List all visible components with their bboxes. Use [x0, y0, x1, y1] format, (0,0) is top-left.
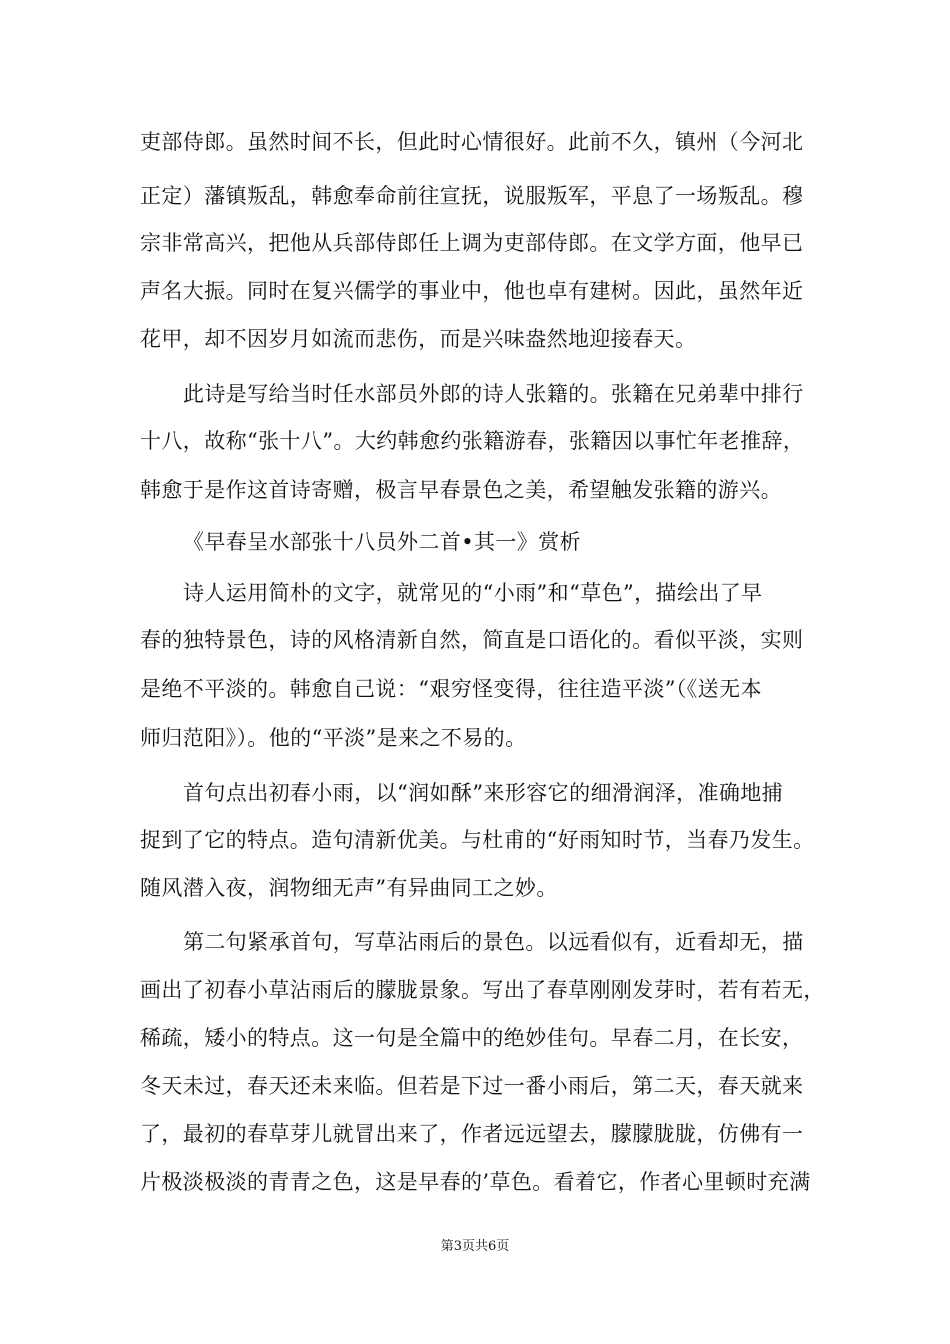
text-line: 声名大振。同时在复兴儒学的事业中，他也卓有建树。因此，虽然年近 [140, 279, 804, 303]
text-line: 画出了初春小草沾雨后的朦胧景象。写出了春草刚刚发芽时，若有若无， [140, 978, 825, 1002]
paragraph-first-line: 首句点出初春小雨，以“润如酥”来形容它的细滑润泽，准确地捕 [183, 781, 784, 805]
text-line: 韩愈于是作这首诗寄赠，极言早春景色之美，希望触发张籍的游兴。 [140, 478, 782, 502]
text-line: 师归范阳》）。他的“平淡”是来之不易的。 [140, 726, 527, 750]
text-line: 正定）藩镇叛乱，韩愈奉命前往宣抚，说服叛军，平息了一场叛乱。穆 [140, 184, 804, 208]
paragraph-first-line: 诗人运用简朴的文字，就常见的“小雨”和“草色”，描绘出了早 [183, 581, 763, 605]
text-line: 了，最初的春草芽儿就冒出来了，作者远远望去，朦朦胧胧，仿佛有一 [140, 1122, 804, 1146]
text-line: 随风潜入夜，润物细无声”有异曲同工之妙。 [140, 876, 558, 900]
text-line: 吏部侍郎。虽然时间不长，但此时心情很好。此前不久，镇州（今河北 [140, 130, 804, 154]
text-line: 春的独特景色，诗的风格清新自然，简直是口语化的。看似平淡，实则 [140, 628, 804, 652]
text-line: 十八，故称“张十八”。大约韩愈约张籍游春，张籍因以事忙年老推辞， [140, 429, 805, 453]
paragraph-first-line: 此诗是写给当时任水部员外郎的诗人张籍的。张籍在兄弟辈中排行 [183, 382, 804, 406]
text-line: 是绝不平淡的。韩愈自己说：“艰穷怪变得，往往造平淡”（《送无本 [140, 677, 762, 701]
section-heading: 《早春呈水部张十八员外二首•其一》赏析 [183, 530, 581, 554]
page-number: 第3页共6页 [440, 1239, 510, 1254]
text-line: 冬天未过，春天还未来临。但若是下过一番小雨后，第二天，春天就来 [140, 1074, 804, 1098]
paragraph-first-line: 第二句紧承首句，写草沾雨后的景色。以远看似有，近看却无，描 [183, 930, 804, 954]
text-line: 片极淡极淡的青青之色，这是早春的’草色。看着它，作者心里顿时充满 [140, 1170, 811, 1194]
text-line: 稀疏，矮小的特点。这一句是全篇中的绝妙佳句。早春二月，在长安， [140, 1026, 804, 1050]
text-line: 宗非常高兴，把他从兵部侍郎任上调为吏部侍郎。在文学方面，他早已 [140, 231, 804, 255]
text-line: 捉到了它的特点。造句清新优美。与杜甫的“好雨知时节，当春乃发生。 [140, 828, 815, 852]
text-line: 花甲，却不因岁月如流而悲伤，而是兴味盎然地迎接春天。 [140, 327, 697, 351]
